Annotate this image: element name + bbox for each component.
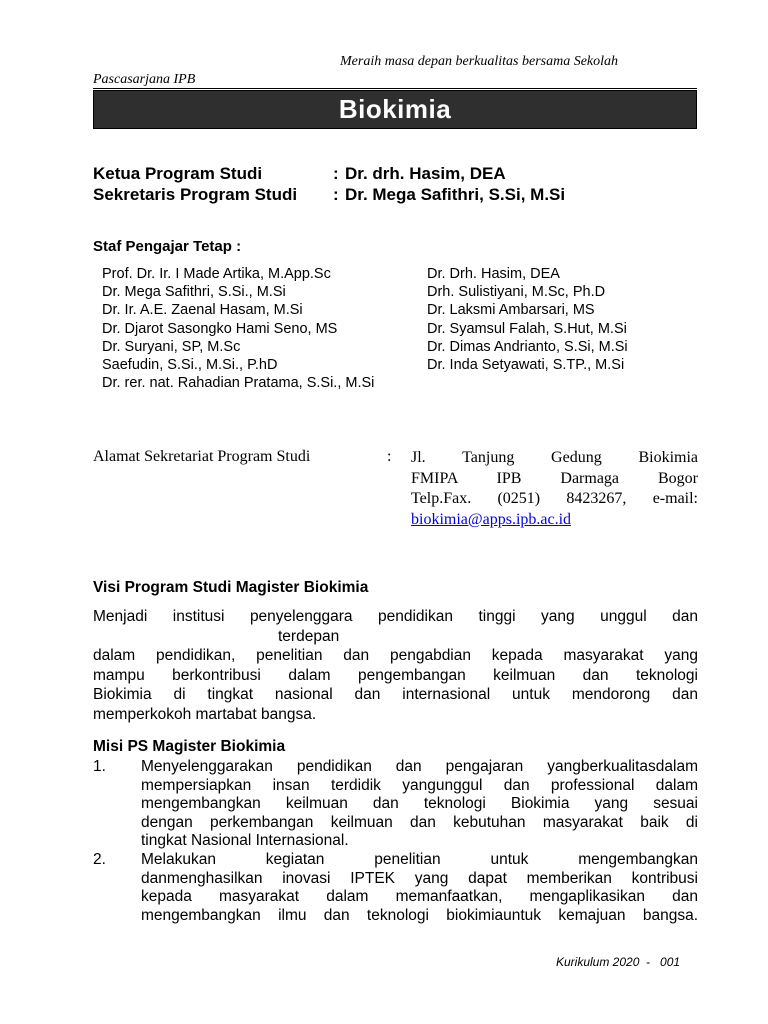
misi-line: dengan perkembangan keilmuan dan kebutuhan masyarakat baik di	[141, 813, 698, 831]
staff-list-left	[102, 265, 374, 392]
ketua-row	[93, 164, 506, 184]
staff-member: Dr. Inda Setyawati, S.TP., M.Si	[427, 357, 625, 374]
staff-heading: Staf Pengajar Tetap :	[93, 238, 242, 255]
misi-line: tingkat Nasional Internasional.	[141, 832, 349, 849]
misi-text	[141, 758, 698, 851]
address-line: Telp.Fax. (0251) 8423267, e-mail:	[411, 490, 698, 507]
staff-list-right	[427, 265, 628, 374]
staff-member: Dr. Mega Safithri, S.Si., M.Si	[102, 284, 286, 301]
sekretaris-separator: :	[333, 185, 339, 204]
page-footer: Kurikulum 2020 - 001	[556, 955, 681, 969]
header-motto: Meraih masa depan berkualitas bersama Sekolah	[340, 54, 619, 69]
visi-line: mampu berkontribusi dalam pengembangan keilmuan dan teknologi	[93, 666, 698, 684]
misi-number: 2.	[93, 851, 106, 868]
staff-member: Dr. Djarot Sasongko Hami Seno, MS	[102, 320, 338, 337]
visi-body	[93, 607, 698, 724]
misi-text	[141, 851, 698, 925]
misi-line: mengembangkan keilmuan dan teknologi Biokimia yang sesuai	[141, 795, 698, 812]
visi-heading: Visi Program Studi Magister Biokimia	[93, 579, 369, 596]
visi-line: dalam pendidikan, penelitian dan pengabdian kepada masyarakat yang	[93, 647, 698, 664]
address-line: Jl. Tanjung Gedung Biokimia	[411, 449, 698, 466]
staff-member: Dr. Ir. A.E. Zaenal Hasam, M.Si	[102, 302, 303, 319]
staff-member: Drh. Sulistiyani, M.Sc, Ph.D	[427, 284, 606, 301]
misi-number: 1.	[93, 758, 106, 775]
address-value	[411, 448, 698, 530]
staff-member: Dr. Laksmi Ambarsari, MS	[427, 302, 595, 319]
ketua-label: Ketua Program Studi	[93, 164, 263, 183]
misi-line: kepada masyarakat dalam memanfaatkan, mengaplikasikan dan	[141, 888, 698, 905]
misi-line: Melakukan kegiatan penelitian untuk mengembangkan	[141, 851, 698, 868]
email-link[interactable]: biokimia@apps.ipb.ac.id	[411, 510, 572, 528]
visi-line: memperkokoh martabat bangsa.	[93, 705, 317, 723]
address-line: FMIPA IPB Darmaga Bogor	[411, 469, 698, 487]
staff-member: Dr. Syamsul Falah, S.Hut, M.Si	[427, 320, 627, 337]
staff-member: Dr. rer. nat. Rahadian Pratama, S.Si., M.Si	[102, 375, 375, 392]
staff-member: Dr. Drh. Hasim, DEA	[427, 266, 560, 282]
address-label: Alamat Sekretariat Program Studi	[93, 448, 311, 465]
misi-line: danmenghasilkan inovasi IPTEK yang dapat memberikan kontribusi	[141, 869, 698, 887]
visi-line: terdepan	[278, 627, 340, 645]
address-separator: :	[387, 448, 392, 465]
misi-line: mengembangkan ilmu dan teknologi biokimiauntuk kemajuan bangsa.	[141, 906, 698, 924]
misi-line: mempersiapkan insan terdidik yangunggul dan professional dalam	[141, 776, 698, 794]
ketua-separator: :	[333, 164, 339, 183]
title-banner	[93, 90, 697, 129]
visi-line: Menjadi institusi penyelenggara pendidikan tinggi yang unggul dan	[93, 608, 698, 625]
staff-member: Dr. Suryani, SP, M.Sc	[102, 338, 241, 355]
misi-heading: Misi PS Magister Biokimia	[93, 738, 286, 755]
staff-member: Dr. Dimas Andrianto, S.Si, M.Si	[427, 338, 628, 355]
sekretaris-row	[93, 185, 565, 205]
staff-member: Saefudin, S.Si., M.Si., P.hD	[102, 357, 278, 374]
page-title: Biokimia	[338, 94, 452, 124]
visi-line: Biokimia di tingkat nasional dan internasional untuk mendorong dan	[93, 686, 698, 703]
sekretaris-label: Sekretaris Program Studi	[93, 185, 298, 204]
misi-line: Menyelenggarakan pendidikan dan pengajaran yangberkualitasdalam	[141, 758, 698, 775]
sekretaris-value: Dr. Mega Safithri, S.Si, M.Si	[345, 185, 566, 204]
header-divider	[93, 88, 697, 89]
ketua-value: Dr. drh. Hasim, DEA	[345, 164, 506, 183]
staff-member: Prof. Dr. Ir. I Made Artika, M.App.Sc	[102, 266, 331, 282]
header-institution: Pascasarjana IPB	[93, 72, 196, 87]
